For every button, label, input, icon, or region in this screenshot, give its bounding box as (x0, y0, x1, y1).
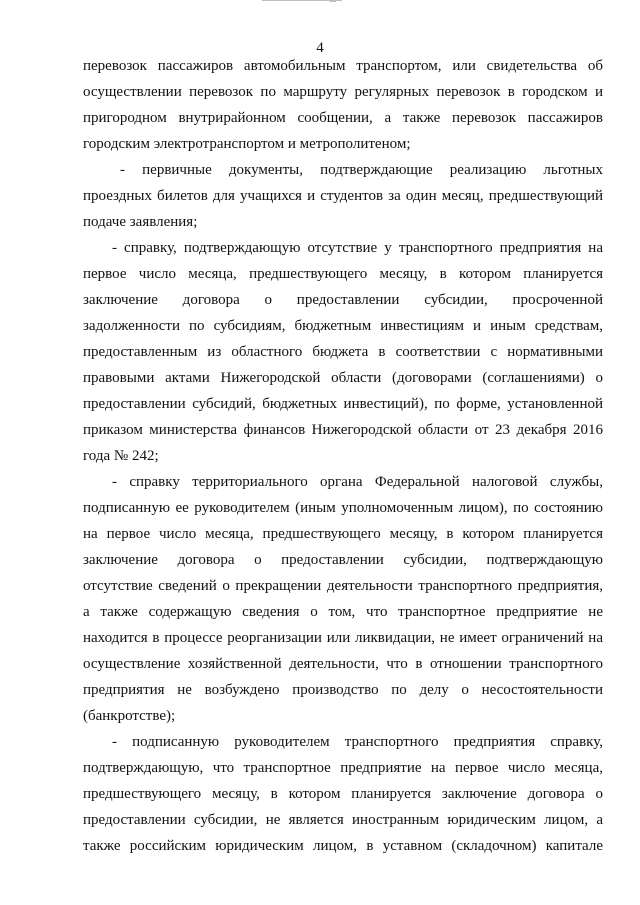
text-line: предприятия не возбуждено производство по делу о несостоятельности (83, 682, 603, 698)
text-line: перевозок пассажиров автомобильным транспортом, или свидетельства об (83, 58, 603, 74)
page-number: 4 (316, 40, 324, 56)
text-line: подаче заявления; (83, 214, 198, 230)
text-line: - справку, подтверждающую отсутствие у транспортного предприятия на (112, 240, 603, 256)
text-line: предоставленным из областного бюджета в соответствии с нормативными (83, 344, 603, 360)
text-line: осуществление хозяйственной деятельности, что в отношении транспортного (83, 656, 603, 672)
text-line: также российским юридическим лицом, в уставном (складочном) капитале (83, 838, 603, 854)
text-line: задолженности по субсидиям, бюджетным инвестициям и иным средствам, (83, 318, 603, 334)
text-line: (банкротстве); (83, 708, 176, 724)
text-line: года № 242; (83, 448, 159, 464)
text-line: предшествующего месяцу, в котором планируется заключение договора о (83, 786, 603, 802)
text-line: городским электротранспортом и метрополитеном; (83, 136, 411, 152)
text-line: правовыми актами Нижегородской области (договорами (соглашениями) о (83, 370, 603, 386)
text-line: - подписанную руководителем транспортного предприятия справку, (112, 734, 603, 750)
text-line: проездных билетов для учащихся и студентов за один месяц, предшествующий (83, 188, 603, 204)
text-line: подтверждающую, что транспортное предприятие на первое число месяца, (83, 760, 603, 776)
scan-mark-top-right (330, 0, 336, 2)
text-line: - первичные документы, подтверждающие реализацию льготных (120, 162, 603, 178)
text-line: предоставлении субсидии, не является иностранным юридическим лицом, а (83, 812, 603, 828)
text-line: заключение договора о предоставлении субсидии, подтверждающую (83, 552, 603, 568)
text-line: пригородном внутрирайонном сообщении, а также перевозок пассажиров (83, 110, 603, 126)
text-line: приказом министерства финансов Нижегородской области от 23 декабря 2016 (83, 422, 603, 438)
text-line: на первое число месяца, предшествующего месяцу, в котором планируется (83, 526, 603, 542)
text-line: а также содержащую сведения о том, что транспортное предприятие не (83, 604, 603, 620)
text-line: - справку территориального органа Федеральной налоговой службы, (112, 474, 603, 490)
text-line: отсутствие сведений о прекращении деятельности транспортного предприятия, (83, 578, 603, 594)
text-line: предоставлении субсидий, бюджетных инвестиций), по форме, установленной (83, 396, 603, 412)
text-line: первое число месяца, предшествующего месяцу, в котором планируется (83, 266, 603, 282)
text-line: осуществлении перевозок по маршруту регулярных перевозок в городском и (83, 84, 603, 100)
text-line: находится в процессе реорганизации или ликвидации, не имеет ограничений на (83, 630, 603, 646)
text-line: заключение договора о предоставлении субсидии, просроченной (83, 292, 603, 308)
text-line: подписанную ее руководителем (иным уполномоченным лицом), по состоянию (83, 500, 603, 516)
